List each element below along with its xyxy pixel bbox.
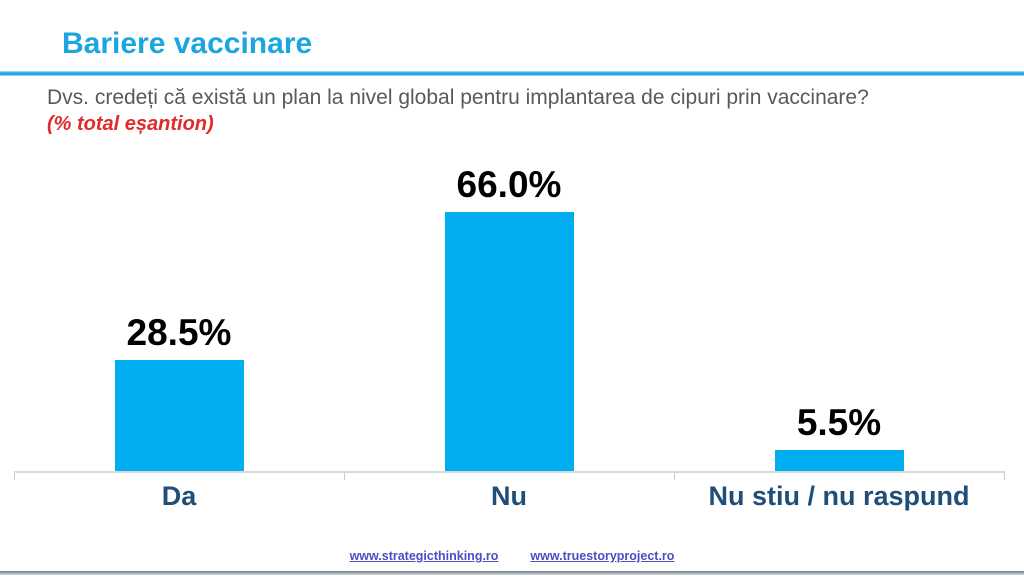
header-divider-line xyxy=(0,71,1024,76)
link-strategicthinking[interactable]: www.strategicthinking.ro xyxy=(349,549,499,563)
bar-value-label: 5.5% xyxy=(796,402,882,443)
bar-slot xyxy=(14,150,344,472)
category-label: Nu xyxy=(491,481,527,511)
bar-nu xyxy=(445,212,574,472)
bar-da xyxy=(115,360,244,472)
axis-tick xyxy=(1004,473,1005,480)
x-axis-category-labels xyxy=(14,481,1005,515)
bar-slot xyxy=(344,150,674,472)
footer-links xyxy=(0,549,1024,563)
axis-tick xyxy=(344,473,345,480)
link-truestoryproject[interactable]: www.truestoryproject.ro xyxy=(530,549,675,563)
bar-value-label: 28.5% xyxy=(126,312,232,353)
bar-slot xyxy=(674,150,1004,472)
category-label: Nu stiu / nu raspund xyxy=(708,481,970,511)
category-label: Da xyxy=(161,481,197,511)
bar-nu-stiu-nu-raspund xyxy=(775,450,904,472)
axis-tick xyxy=(14,473,15,480)
sample-note-text: (% total eșantion) xyxy=(47,113,214,135)
bar-chart-plot-area xyxy=(14,150,1005,472)
page-title: Bariere vaccinare xyxy=(62,27,313,60)
bottom-divider-line xyxy=(0,571,1024,575)
axis-tick xyxy=(674,473,675,480)
x-axis-line xyxy=(14,471,1005,473)
chart-question-text: Dvs. credeți că există un plan la nivel global pentru implantarea de cipuri prin vaccinare? xyxy=(47,86,869,109)
bar-value-label: 66.0% xyxy=(456,164,562,205)
